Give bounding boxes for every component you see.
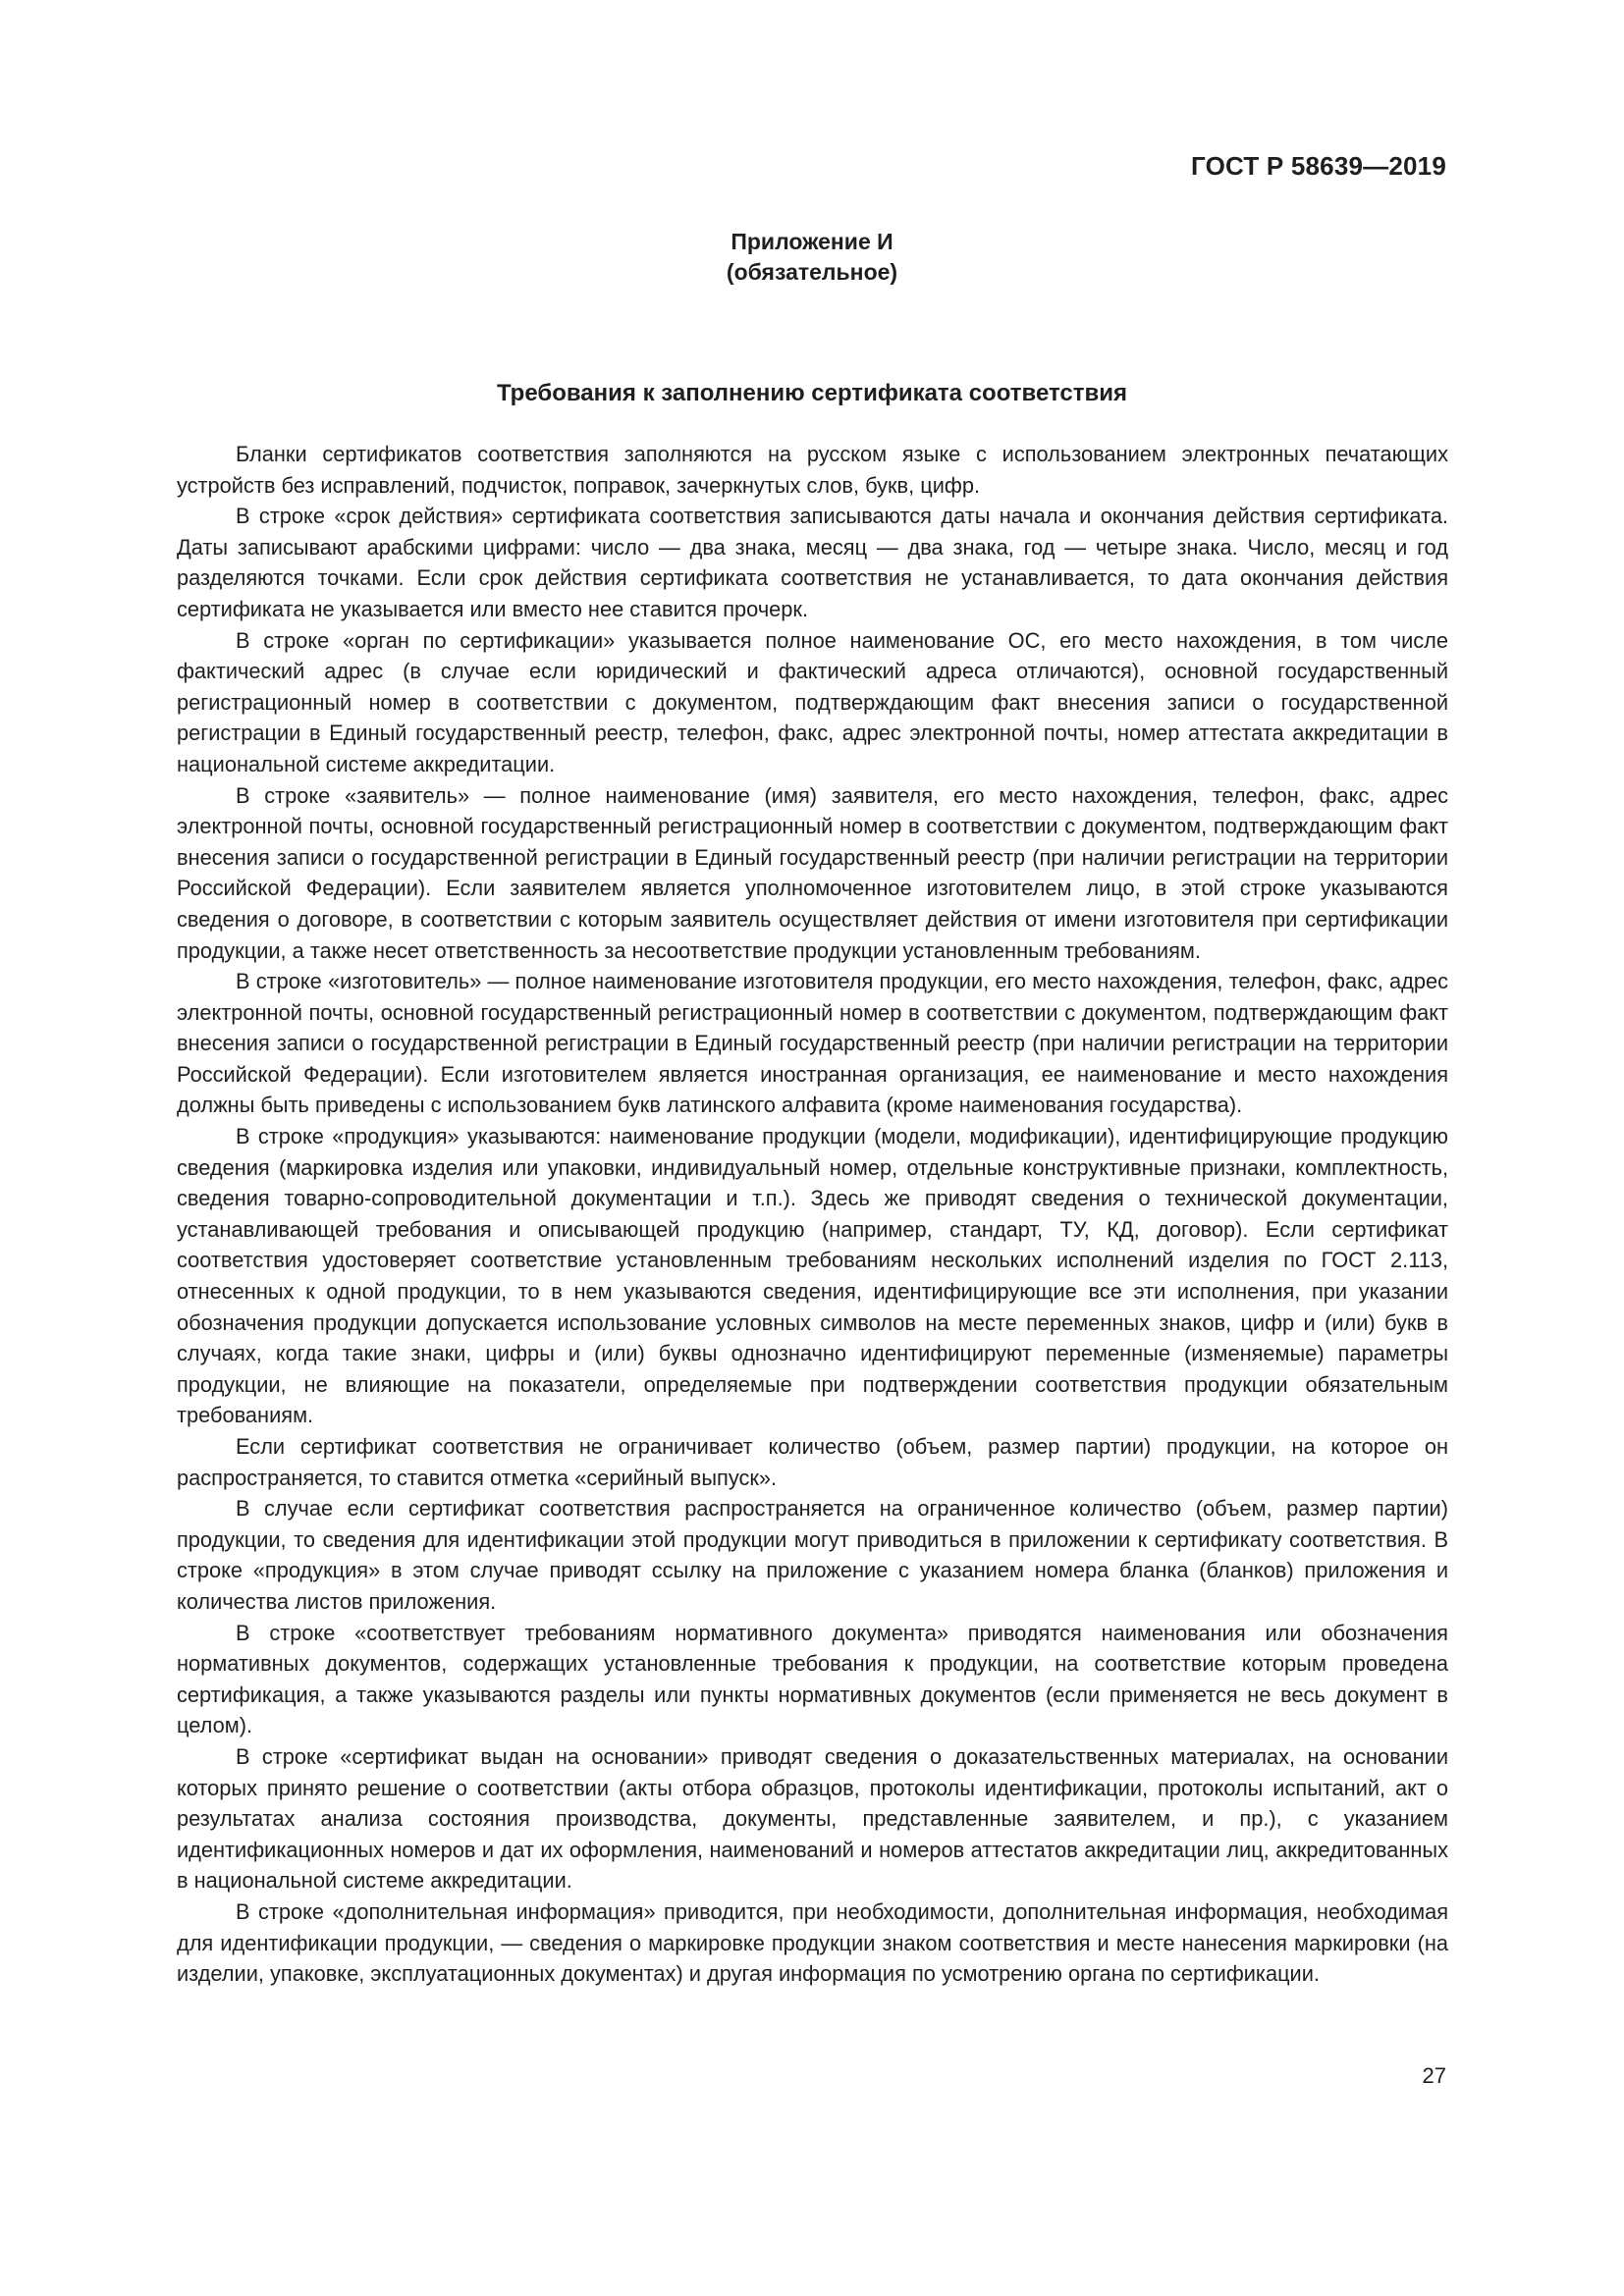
paragraph: В строке «изготовитель» — полное наименование изготовителя продукции, его место нахождения, телефон, факс, адрес электронной почты, основной государственный регистрационный номер в соответствии с документом, подтверждающим факт внесения записи о государственной регистрации в Единый государственный реестр (при наличии регистрации на территории Российской Федерации). Если изготовителем является иностранная организация, ее наименование и место нахождения должны быть приведены с использованием букв латинского алфавита (кроме наименования государства).: [177, 969, 1448, 1118]
paragraph: В строке «продукция» указываются: наименование продукции (модели, модификации), идентифицирующие продукцию сведения (маркировка изделия или упаковки, индивидуальный номер, отдельные конструктивные признаки, комплектность, сведения товарно-сопроводительной документации и т.п.). Здесь же приводят сведения о технической документации, устанавливающей требования и описывающей продукцию (например, стандарт, ТУ, КД, договор). Если сертификат соответствия удостоверяет соответствие установленным требованиям нескольких исполнений изделия по ГОСТ 2.113, отнесенных к одной продукции, то в нем указываются сведения, идентифицирующие все эти исполнения, при указании обозначения продукции допускается использование условных символов на месте переменных знаков, цифр и (или) букв в случаях, когда такие знаки, цифры и (или) буквы однозначно идентифицируют переменные (изменяемые) параметры продукции, не влияющие на показатели, определяемые при подтверждении соответствия продукции обязательным требованиям.: [177, 1124, 1448, 1428]
paragraph: В строке «заявитель» — полное наименование (имя) заявителя, его место нахождения, телефон, факс, адрес электронной почты, основной государственный регистрационный номер в соответствии с документом, подтверждающим факт внесения записи о государственной регистрации в Единый государственный реестр (при наличии регистрации на территории Российской Федерации). Если заявителем является уполномоченное изготовителем лицо, в этой строке указываются сведения о договоре, в соответствии с которым заявитель осуществляет действия от имени изготовителя при сертификации продукции, а также несет ответственность за несоответствие продукции установленным требованиям.: [177, 782, 1448, 963]
appendix-status: (обязательное): [726, 259, 898, 285]
document-code: ГОСТ Р 58639—2019: [1191, 151, 1446, 181]
paragraph: В строке «сертификат выдан на основании» приводят сведения о доказательственных материалах, на основании которых принято решение о соответствии (акты отбора образцов, протоколы идентификации, протоколы испытаний, акт о результатах анализа состояния производства, документы, представленные заявителем, и пр.), с указанием идентификационных номеров и дат их оформления, наименований и номеров аттестатов аккредитации лиц, аккредитованных в национальной системе аккредитации.: [177, 1743, 1448, 1894]
page-number: 27: [1422, 2063, 1446, 2088]
section-title: Требования к заполнению сертификата соответствия: [496, 380, 1128, 406]
paragraph: В строке «соответствует требованиям нормативного документа» приводятся наименования или обозначения нормативных документов, содержащих установленные требования к продукции, на соответствие которым проведена сертификация, а также указываются разделы или пункты нормативных документов (если применяется не весь документ в целом).: [177, 1620, 1448, 1738]
paragraph: Если сертификат соответствия не ограничивает количество (объем, размер партии) продукции, на которое он распространяется, то ставится отметка «серийный выпуск».: [177, 1434, 1448, 1490]
paragraph: В строке «срок действия» сертификата соответствия записываются даты начала и окончания действия сертификата. Даты записывают арабскими цифрами: число — два знака, месяц — два знака, год — четыре знака. Число, месяц и год разделяются точками. Если срок действия сертификата соответствия не устанавливается, то дата окончания действия сертификата не указывается или вместо нее ставится прочерк.: [177, 504, 1448, 621]
body-text: [177, 439, 1448, 1990]
paragraph: Бланки сертификатов соответствия заполняются на русском языке с использованием электронных печатающих устройств без исправлений, подчисток, поправок, зачеркнутых слов, букв, цифр.: [177, 442, 1448, 498]
paragraph: В строке «дополнительная информация» приводится, при необходимости, дополнительная информация, необходимая для идентификации продукции, — сведения о маркировке продукции знаком соответствия и месте нанесения маркировки (на изделии, упаковке, эксплуатационных документах) и другая информация по усмотрению органа по сертификации.: [177, 1898, 1448, 1987]
appendix-label: Приложение И: [731, 229, 893, 254]
paragraph: В случае если сертификат соответствия распространяется на ограниченное количество (объем, размер партии) продукции, то сведения для идентификации этой продукции могут приводиться в приложении к сертификату соответствия. В строке «продукция» в этом случае приводят ссылку на приложение с указанием номера бланка (бланков) приложения и количества листов приложения.: [177, 1496, 1448, 1614]
appendix-heading: [0, 227, 1624, 288]
paragraph: В строке «орган по сертификации» указывается полное наименование ОС, его место нахождения, в том числе фактический адрес (в случае если юридический и фактический адреса отличаются), основной государственный регистрационный номер в соответствии с документом, подтверждающим факт внесения записи о государственной регистрации в Единый государственный реестр, телефон, факс, адрес электронной почты, номер аттестата аккредитации в национальной системе аккредитации.: [177, 627, 1448, 776]
